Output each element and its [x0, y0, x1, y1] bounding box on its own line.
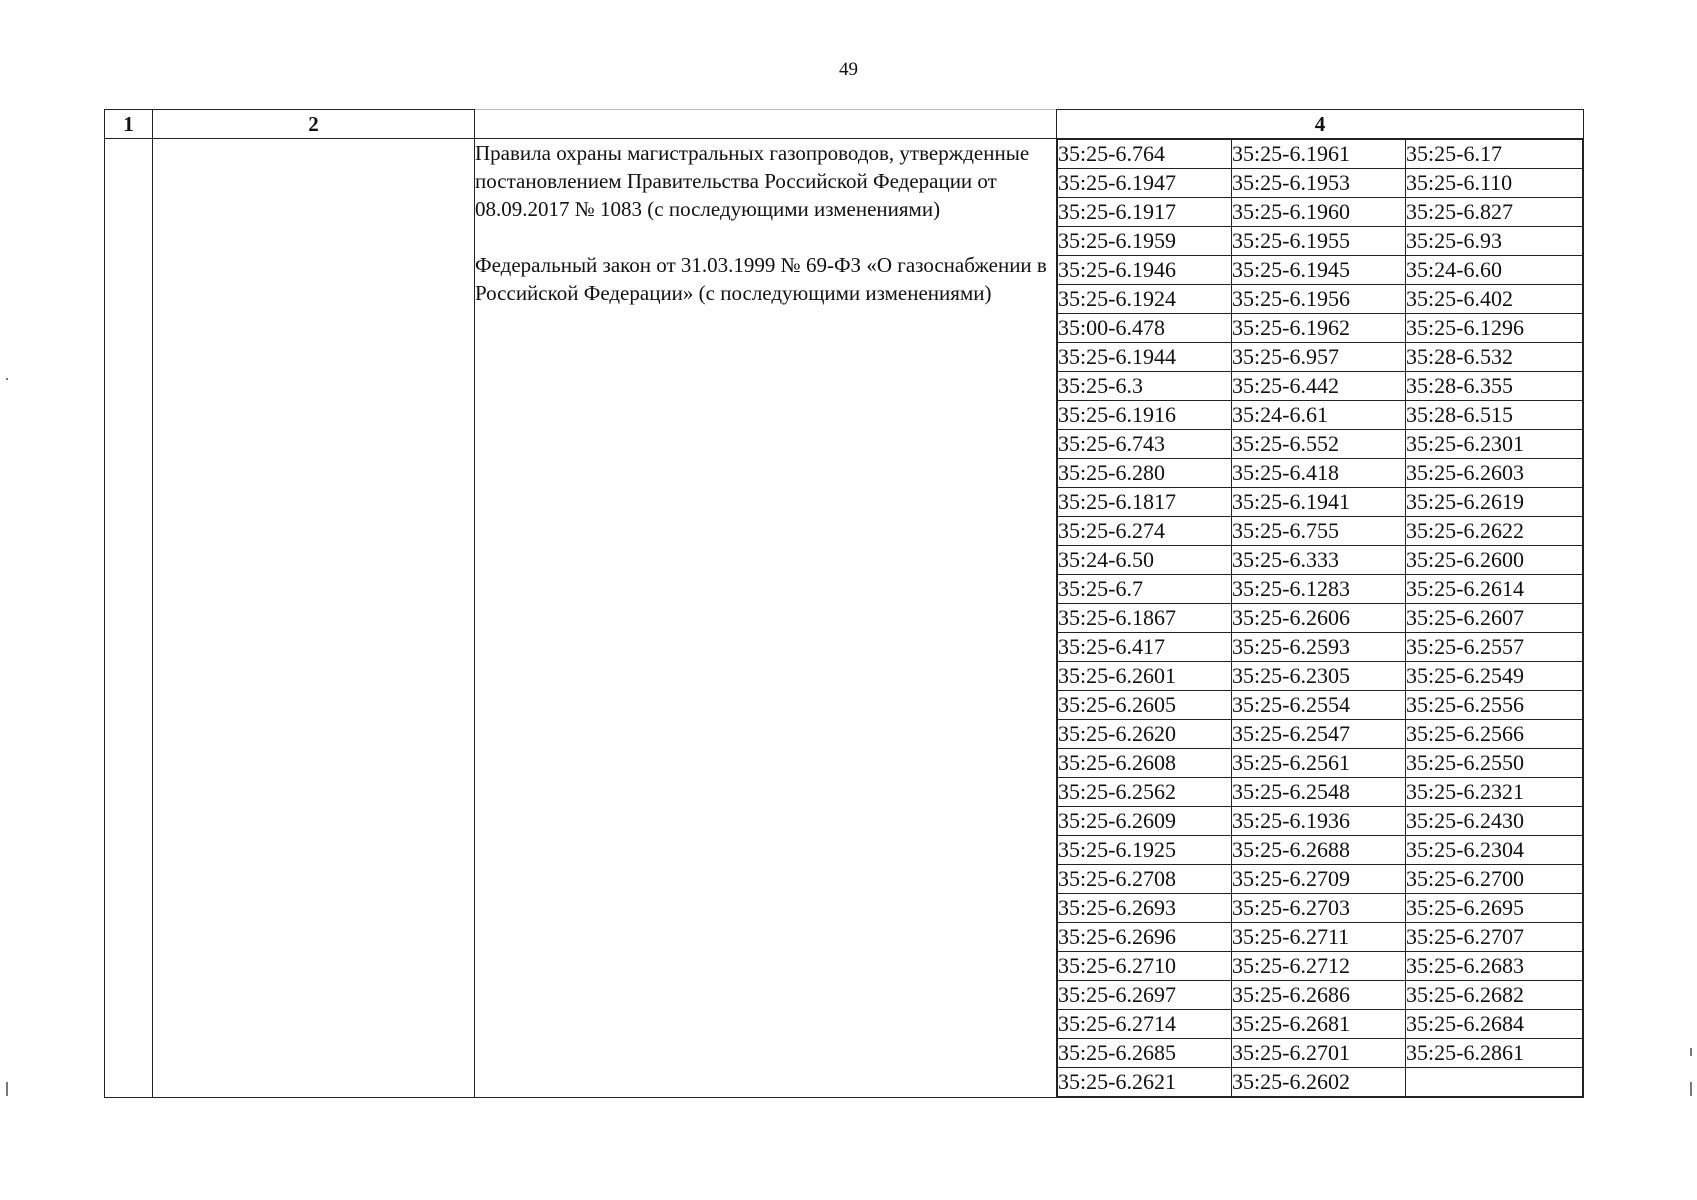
cadastral-row: [1058, 923, 1583, 952]
cadastral-number: 35:25-6.1867: [1058, 604, 1232, 633]
cadastral-number: 35:25-6.2710: [1058, 952, 1232, 981]
cadastral-number: 35:25-6.2321: [1406, 778, 1583, 807]
cadastral-number: 35:25-6.1917: [1058, 198, 1232, 227]
cadastral-number: 35:25-6.2600: [1406, 546, 1583, 575]
cadastral-row: [1058, 169, 1583, 198]
cadastral-number: 35:25-6.418: [1232, 459, 1406, 488]
cadastral-number: 35:25-6.1817: [1058, 488, 1232, 517]
cadastral-number: 35:25-6.2547: [1232, 720, 1406, 749]
cadastral-number: 35:25-6.7: [1058, 575, 1232, 604]
cadastral-row: [1058, 1068, 1583, 1097]
column-header-3: [475, 110, 1057, 139]
cadastral-number: 35:25-6.1941: [1232, 488, 1406, 517]
cadastral-row: [1058, 865, 1583, 894]
cadastral-number: 35:25-6.1924: [1058, 285, 1232, 314]
cadastral-row: [1058, 575, 1583, 604]
law-text: Правила охраны магистральных газопроводов, утвержденные постановлением Правительства Российской Федерации от 08.09.2017 № 1083 (с последующими изменениями): [475, 141, 1030, 221]
cadastral-number: 35:25-6.827: [1406, 198, 1583, 227]
cadastral-row: [1058, 401, 1583, 430]
cadastral-row: [1058, 749, 1583, 778]
cadastral-row: [1058, 981, 1583, 1010]
cadastral-row: [1058, 691, 1583, 720]
cadastral-number: 35:25-6.2602: [1232, 1068, 1406, 1097]
cadastral-number: 35:28-6.355: [1406, 372, 1583, 401]
cadastral-number: 35:25-6.743: [1058, 430, 1232, 459]
page-number: 49: [839, 59, 858, 80]
cadastral-number: 35:25-6.1959: [1058, 227, 1232, 256]
cadastral-number: 35:25-6.2548: [1232, 778, 1406, 807]
cell-name: [153, 139, 475, 1098]
cadastral-number: 35:24-6.61: [1232, 401, 1406, 430]
cadastral-row: [1058, 778, 1583, 807]
header-row: [105, 110, 1584, 139]
cadastral-number: 35:25-6.2685: [1058, 1039, 1232, 1068]
cadastral-number: 35:25-6.2561: [1232, 749, 1406, 778]
cadastral-number: 35:25-6.1283: [1232, 575, 1406, 604]
cadastral-number: 35:25-6.280: [1058, 459, 1232, 488]
cadastral-number: 35:25-6.2703: [1232, 894, 1406, 923]
cadastral-row: [1058, 720, 1583, 749]
cadastral-number: 35:25-6.2605: [1058, 691, 1232, 720]
cadastral-row: [1058, 198, 1583, 227]
law-text: Федеральный закон от 31.03.1999 № 69-ФЗ «О газоснабжении в Российской Федерации» (с последующими изменениями): [475, 253, 1047, 305]
cadastral-number: 35:25-6.2550: [1406, 749, 1583, 778]
cadastral-number: 35:25-6.2693: [1058, 894, 1232, 923]
cadastral-row: [1058, 227, 1583, 256]
cadastral-number: 35:25-6.2557: [1406, 633, 1583, 662]
cadastral-number: 35:25-6.755: [1232, 517, 1406, 546]
cadastral-number: 35:28-6.515: [1406, 401, 1583, 430]
cadastral-number-grid: [1057, 139, 1583, 1097]
cadastral-number: 35:25-6.1946: [1058, 256, 1232, 285]
cadastral-number: 35:25-6.552: [1232, 430, 1406, 459]
cadastral-number: 35:25-6.2711: [1232, 923, 1406, 952]
cadastral-number: 35:25-6.333: [1232, 546, 1406, 575]
cadastral-row: [1058, 459, 1583, 488]
cadastral-row: [1058, 952, 1583, 981]
cadastral-row: [1058, 343, 1583, 372]
cadastral-row: [1058, 488, 1583, 517]
cadastral-number: 35:25-6.1945: [1232, 256, 1406, 285]
cadastral-number: 35:25-6.2708: [1058, 865, 1232, 894]
cadastral-number: 35:25-6.2606: [1232, 604, 1406, 633]
cadastral-number: 35:25-6.1961: [1232, 140, 1406, 169]
cadastral-number: 35:25-6.110: [1406, 169, 1583, 198]
cadastral-row: [1058, 662, 1583, 691]
cadastral-number: 35:24-6.60: [1406, 256, 1583, 285]
cadastral-number: 35:25-6.3: [1058, 372, 1232, 401]
cadastral-row: [1058, 894, 1583, 923]
cadastral-number: 35:25-6.417: [1058, 633, 1232, 662]
scan-edge-mark: [6, 1082, 8, 1096]
cadastral-number: 35:25-6.442: [1232, 372, 1406, 401]
cadastral-number: 35:25-6.1925: [1058, 836, 1232, 865]
cadastral-number: 35:25-6.2681: [1232, 1010, 1406, 1039]
cadastral-row: [1058, 285, 1583, 314]
cadastral-row: [1058, 372, 1583, 401]
cadastral-number: 35:25-6.402: [1406, 285, 1583, 314]
cadastral-number: 35:25-6.764: [1058, 140, 1232, 169]
cadastral-number: 35:25-6.2700: [1406, 865, 1583, 894]
cadastral-number: 35:25-6.2622: [1406, 517, 1583, 546]
cadastral-number: 35:25-6.1953: [1232, 169, 1406, 198]
cadastral-number: 35:25-6.2683: [1406, 952, 1583, 981]
cadastral-number: 35:00-6.478: [1058, 314, 1232, 343]
cadastral-row: [1058, 517, 1583, 546]
cadastral-number: 35:25-6.2562: [1058, 778, 1232, 807]
cadastral-number: 35:25-6.274: [1058, 517, 1232, 546]
cadastral-number: 35:25-6.2707: [1406, 923, 1583, 952]
cadastral-number: 35:25-6.17: [1406, 140, 1583, 169]
cadastral-number: 35:25-6.2695: [1406, 894, 1583, 923]
table-row: [105, 139, 1584, 1098]
cadastral-row: [1058, 546, 1583, 575]
cadastral-number: 35:25-6.1296: [1406, 314, 1583, 343]
cadastral-row: [1058, 836, 1583, 865]
cadastral-number: 35:25-6.2603: [1406, 459, 1583, 488]
cadastral-number: 35:25-6.2712: [1232, 952, 1406, 981]
cadastral-number: 35:25-6.2304: [1406, 836, 1583, 865]
cell-number: [105, 139, 153, 1098]
cadastral-number: 35:25-6.1936: [1232, 807, 1406, 836]
cadastral-number: 35:25-6.2607: [1406, 604, 1583, 633]
cadastral-number: 35:25-6.2608: [1058, 749, 1232, 778]
cadastral-number: 35:25-6.2556: [1406, 691, 1583, 720]
cadastral-number: 35:25-6.2696: [1058, 923, 1232, 952]
cadastral-number: 35:25-6.2554: [1232, 691, 1406, 720]
cadastral-row: [1058, 314, 1583, 343]
cadastral-row: [1058, 807, 1583, 836]
cadastral-number: 35:25-6.2686: [1232, 981, 1406, 1010]
cadastral-number: 35:25-6.1960: [1232, 198, 1406, 227]
cadastral-row: [1058, 140, 1583, 169]
column-header-2: 2: [153, 110, 475, 139]
cadastral-number: 35:25-6.2601: [1058, 662, 1232, 691]
cadastral-number: 35:25-6.2566: [1406, 720, 1583, 749]
cadastral-number: 35:25-6.2593: [1232, 633, 1406, 662]
cadastral-number: 35:25-6.1944: [1058, 343, 1232, 372]
cadastral-number: 35:25-6.2701: [1232, 1039, 1406, 1068]
cadastral-number: 35:25-6.2714: [1058, 1010, 1232, 1039]
cadastral-number: 35:25-6.1916: [1058, 401, 1232, 430]
scan-edge-mark: [1690, 1048, 1692, 1056]
cadastral-number: 35:25-6.2697: [1058, 981, 1232, 1010]
cadastral-number: 35:25-6.2619: [1406, 488, 1583, 517]
cadastral-number: 35:25-6.93: [1406, 227, 1583, 256]
cadastral-number: 35:25-6.2682: [1406, 981, 1583, 1010]
cadastral-row: [1058, 1039, 1583, 1068]
cadastral-number: 35:25-6.1962: [1232, 314, 1406, 343]
column-header-4: 4: [1057, 110, 1584, 139]
cadastral-number: 35:25-6.2305: [1232, 662, 1406, 691]
cadastral-number: 35:28-6.532: [1406, 343, 1583, 372]
column-header-1: 1: [105, 110, 153, 139]
cadastral-number: 35:25-6.2684: [1406, 1010, 1583, 1039]
cell-cadastral-numbers: [1057, 139, 1584, 1098]
document-table: [104, 109, 1584, 1098]
cadastral-number: 35:24-6.50: [1058, 546, 1232, 575]
cadastral-number: 35:25-6.2430: [1406, 807, 1583, 836]
cadastral-row: [1058, 1010, 1583, 1039]
cadastral-number: 35:25-6.2620: [1058, 720, 1232, 749]
cadastral-row: [1058, 256, 1583, 285]
cadastral-number: 35:25-6.2861: [1406, 1039, 1583, 1068]
cadastral-number: 35:25-6.2709: [1232, 865, 1406, 894]
cadastral-number: 35:25-6.2301: [1406, 430, 1583, 459]
cadastral-number: 35:25-6.2549: [1406, 662, 1583, 691]
cadastral-number: 35:25-6.1956: [1232, 285, 1406, 314]
cadastral-number: 35:25-6.1947: [1058, 169, 1232, 198]
cadastral-number: 35:25-6.2609: [1058, 807, 1232, 836]
scan-edge-mark: [6, 378, 8, 380]
scan-edge-mark: [1690, 1082, 1692, 1096]
cadastral-row: [1058, 430, 1583, 459]
cadastral-row: [1058, 633, 1583, 662]
cadastral-number: 35:25-6.2614: [1406, 575, 1583, 604]
cadastral-number: 35:25-6.1955: [1232, 227, 1406, 256]
cadastral-number: 35:25-6.957: [1232, 343, 1406, 372]
cell-legal-basis: [475, 139, 1057, 1098]
cadastral-number: 35:25-6.2621: [1058, 1068, 1232, 1097]
cadastral-number: 35:25-6.2688: [1232, 836, 1406, 865]
cadastral-row: [1058, 604, 1583, 633]
cadastral-number: [1406, 1068, 1583, 1097]
